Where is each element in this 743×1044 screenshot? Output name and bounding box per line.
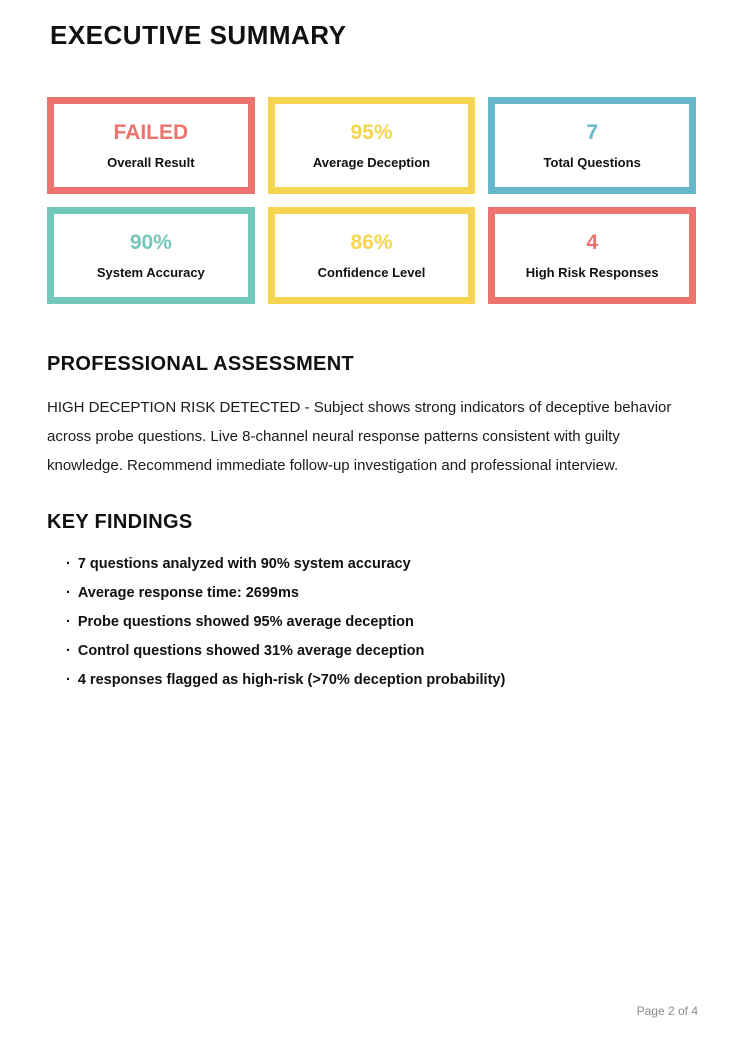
stat-label: Confidence Level: [317, 265, 426, 280]
stat-value: 4: [586, 231, 598, 254]
stat-label: Average Deception: [312, 155, 431, 170]
stat-label: High Risk Responses: [525, 265, 659, 280]
page-title: EXECUTIVE SUMMARY: [50, 20, 347, 50]
stat-label: Total Questions: [543, 155, 641, 170]
summary-stats-grid: [47, 97, 696, 304]
key-findings-heading: KEY FINDINGS: [47, 511, 193, 533]
stat-label: System Accuracy: [96, 265, 205, 280]
stat-card-total-questions: [488, 97, 696, 194]
stat-card-high-risk-responses: [488, 207, 696, 304]
finding-item: · Control questions showed 31% average deception: [66, 643, 696, 660]
stat-value: FAILED: [113, 121, 189, 144]
stat-card-overall-result: [47, 97, 255, 194]
key-findings-list: [47, 556, 696, 689]
professional-assessment-section: [47, 353, 696, 480]
stat-card-average-deception: [268, 97, 476, 194]
stat-value: 90%: [129, 231, 172, 254]
finding-item: · Average response time: 2699ms: [66, 585, 696, 602]
finding-item: · 7 questions analyzed with 90% system accuracy: [66, 556, 696, 573]
stat-value: 95%: [350, 121, 393, 144]
stat-card-confidence-level: [268, 207, 476, 304]
key-findings-section: [47, 511, 696, 689]
stat-card-system-accuracy: [47, 207, 255, 304]
stat-value: 86%: [350, 231, 393, 254]
finding-item: · Probe questions showed 95% average deception: [66, 614, 696, 631]
professional-assessment-heading: PROFESSIONAL ASSESSMENT: [47, 353, 354, 375]
stat-value: 7: [586, 121, 598, 144]
finding-item: · 4 responses flagged as high-risk (>70% deception probability): [66, 672, 696, 689]
stat-label: Overall Result: [107, 155, 195, 170]
professional-assessment-text: HIGH DECEPTION RISK DETECTED - Subject shows strong indicators of deceptive behavior across probe questions. Live 8-channel neural response patterns consistent with guilty knowledge. Recommend immediate follow-up investigation and professional interview.: [47, 399, 672, 474]
page-number: Page 2 of 4: [636, 1004, 698, 1018]
